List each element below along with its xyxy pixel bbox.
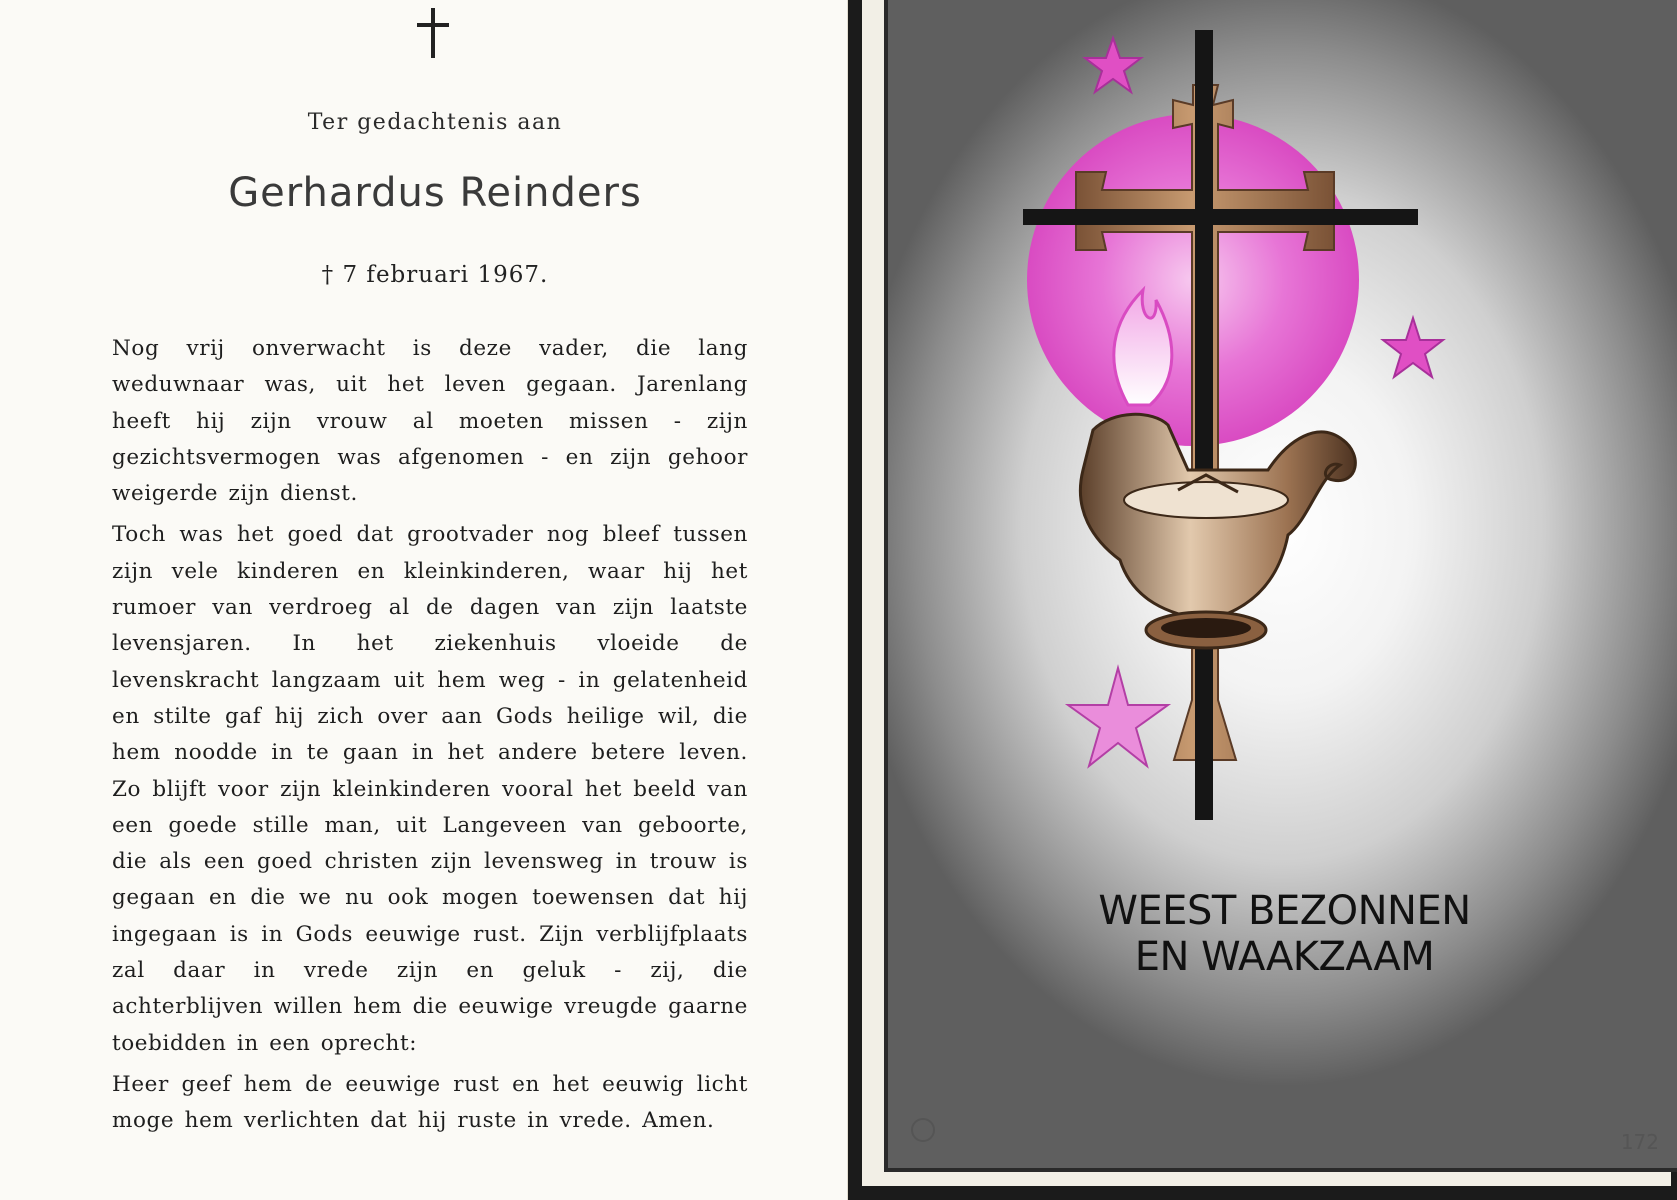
prayer-paragraph: Heer geef hem de eeuwige rust en het eeuwig licht moge hem verlichten dat hij ruste in vrede. Amen. [112,1071,748,1134]
cross-icon [413,6,453,60]
eulogy-paragraph-2: Toch was het goed dat grootvader nog bleef tussen zijn vele kinderen en kleinkinderen, waar hij het rumoer van verdroeg al de dagen van zijn laatste levensjaren. In het ziekenhuis vloeide de levenskracht langzaam uit hem weg - in gelatenheid en stilte gaf hij zich over aan Gods heilige wil, die hem noodde in te gaan in het andere betere leven. Zo blijft voor zijn kleinkinderen vooral het beeld van een goede stille man, uit Langeveen van geboorte, die als een goed christen zijn levensweg in trouw is gegaan en die we nu ook mogen toewensen dat hij ingegaan is in Gods eeuwige rust. Zijn verblijfplaats zal daar in vrede zijn en geluk - zij, die achterblijven willen hem die eeuwige vreugde gaarne toebidden in een oprecht: [112,522,748,1056]
death-date: † 7 februari 1967. [321,262,549,288]
card-illustration [888,0,1677,1172]
star-icon [1068,668,1168,766]
card-number: 172 [1620,1130,1659,1154]
star-icon [1085,38,1141,92]
motto-line-2: EN WAAKZAAM [1134,934,1435,980]
devotional-card [884,0,1677,1172]
motto-line-1: WEEST BEZONNEN [1098,888,1471,934]
memory-line: Ter gedachtenis aan [307,110,563,135]
artist-monogram-icon [912,1119,934,1141]
star-icon [1383,318,1443,377]
eulogy-paragraph-1: Nog vrij onverwacht is deze vader, die lang weduwnaar was, uit het leven gegaan. Jarenlang heeft hij zijn vrouw al moeten missen - zijn gezichtsvermogen was afgenomen - en zijn gehoor weigerde zijn dienst. [112,336,748,507]
eulogy-text [112,331,748,1145]
deceased-name: Gerhardus Reinders [228,170,642,216]
